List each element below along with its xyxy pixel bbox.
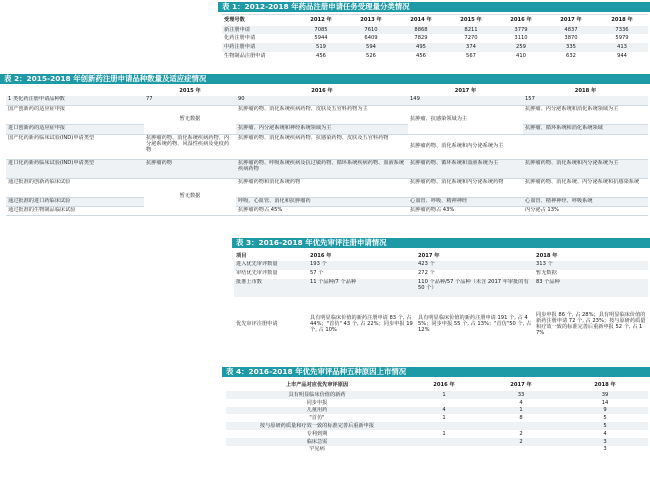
table1-header-cell: 受理号数 <box>222 15 296 26</box>
table4-cell <box>408 422 480 430</box>
table3-cell: 83 个品种 <box>534 279 648 297</box>
table4-row-label: 按与原研药质量和疗效一致的标准完善后重新申报 <box>226 422 408 430</box>
table-row <box>226 407 648 415</box>
table1-header-cell: 2012 年 <box>296 15 346 26</box>
table2-cell: 心血管、呼吸、精神神经 <box>408 197 523 206</box>
table4-cell: 2 <box>480 430 562 438</box>
table3-cell: 具有明显临床价值的新药注册申请 191 个, 占 45%；同步申报 55 个, 占 13%；"首仿"50 个, 占 12% <box>416 297 534 351</box>
table1-cell: 335 <box>546 43 596 52</box>
table-row <box>6 159 648 178</box>
table1-title: 表 1：2012-2018 年药品注册申请任务受理量分类情况 <box>218 2 650 12</box>
table4-row-label: 具有明显临床价值的新药 <box>226 391 408 399</box>
table1-cell: 594 <box>346 43 396 52</box>
table1-cell: 410 <box>496 52 546 61</box>
table3-cell: 272 个 <box>416 270 534 279</box>
table1-cell: 632 <box>546 52 596 61</box>
table-row <box>226 422 648 430</box>
table4-cell <box>408 446 480 454</box>
table2-header-row <box>6 86 648 96</box>
table2-cell: 暂无数据 <box>144 178 236 215</box>
table1-cell: 567 <box>446 52 496 61</box>
table1-cell: 7829 <box>396 34 446 43</box>
table4-cell: 1 <box>408 430 480 438</box>
table3-header-cell: 2017 年 <box>416 251 534 261</box>
table2-row-label: 通过批准的生物制品临床试验 <box>6 206 144 215</box>
table4-cell: 3 <box>562 446 648 454</box>
table-row <box>234 270 648 279</box>
table4-row-label: 专利到期 <box>226 430 408 438</box>
table2-row-label: 国产化药新药临床试验(IND)申请类型 <box>6 134 144 159</box>
table1-header-cell: 2015 年 <box>446 15 496 26</box>
table2-cell: 心血管、精神神经、呼吸系统 <box>523 197 648 206</box>
table1-cell: 7336 <box>596 26 648 35</box>
table3-cell: 同步申报 86 个, 占 28%；具有明显临床价值的新药注册申请 72 个, 占 23%；按与原研药质量和疗效一致的标准完善后重新申报 52 个, 占 17% <box>534 297 648 351</box>
table2-cell: 抗肿瘤药物、消化系统、内分泌系统和抗感染系统 <box>523 178 648 197</box>
table-row <box>226 430 648 438</box>
table4-cell <box>408 438 480 446</box>
table2-cell: 抗肿瘤药物、消化系统疾病药物、内分泌系统药物、风湿性疾病及免疫药物 <box>144 134 236 159</box>
table2-header-cell: 2018 年 <box>523 86 648 96</box>
table-row <box>226 391 648 399</box>
table-row <box>234 261 648 270</box>
table4-cell: 1 <box>480 407 562 415</box>
table1-row-label: 生物制品注册申请 <box>222 52 296 61</box>
table-row <box>6 134 648 159</box>
table3-row-label: 进入优先审评数量 <box>234 261 308 270</box>
table3-header-row <box>234 251 648 261</box>
table1-cell: 3779 <box>496 26 546 35</box>
table1-header-cell: 2014 年 <box>396 15 446 26</box>
table1-row-label: 化药注册申请 <box>222 34 296 43</box>
table4-cell: 9 <box>562 407 648 415</box>
table4-title: 表 4：2016-2018 年优先审评品种五种原因上市情况 <box>222 367 650 377</box>
table2-cell: 抗肿瘤药物、消化系统疾病药物、皮肤及五官科药物为主 <box>236 105 408 124</box>
table2-cell: 抗肿瘤、内分泌系统和神经系统领域为主 <box>236 124 408 134</box>
table2-cell: 抗肿瘤药物、呼吸系统疾病及抗过敏药物、循环系统疾病药物、血液系统疾病药物 <box>236 159 408 178</box>
table1-cell: 8868 <box>396 26 446 35</box>
table4 <box>226 380 648 453</box>
table1-header-cell: 2018 年 <box>596 15 648 26</box>
table2-header-cell: 2017 年 <box>408 86 523 96</box>
table-row <box>6 105 648 124</box>
table4-row-label: "首仿" <box>226 414 408 422</box>
table1-cell: 5944 <box>296 34 346 43</box>
table1-cell: 259 <box>496 43 546 52</box>
table2-cell: 157 <box>523 96 648 105</box>
table4-cell <box>408 399 480 407</box>
table3-row-label: 优先审评注册申请 <box>234 297 308 351</box>
table-row <box>234 279 648 297</box>
table1-cell: 456 <box>296 52 346 61</box>
table4-header-cell: 上市产品对应优先审评原因 <box>226 380 408 391</box>
table1-header-cell: 2017 年 <box>546 15 596 26</box>
table2 <box>6 86 648 216</box>
table2-row-label: 通过批准的创新药临床试验 <box>6 178 144 197</box>
table3-cell: 313 个 <box>534 261 648 270</box>
table1 <box>222 14 648 60</box>
table4-row-label: 同步申报 <box>226 399 408 407</box>
table-row <box>226 399 648 407</box>
table-row <box>6 178 648 197</box>
table2-header-cell <box>6 86 144 96</box>
table4-cell: 14 <box>562 399 648 407</box>
table1-cell: 7610 <box>346 26 396 35</box>
table3-cell: 57 个 <box>308 270 416 279</box>
table4-cell: 3 <box>562 438 648 446</box>
table2-cell: 90 <box>236 96 408 105</box>
table2-cell: 抗肿瘤、循环系统和消化系统领域 <box>523 124 648 134</box>
table2-cell: 抗肿瘤、内分泌系统和消化系统领域为主 <box>523 105 648 124</box>
table4-cell: 4 <box>408 407 480 415</box>
table3 <box>234 251 648 351</box>
table4-cell: 8 <box>480 414 562 422</box>
table3-row-label: 审结优先审评数量 <box>234 270 308 279</box>
table4-header-row <box>226 380 648 391</box>
table4-header-cell: 2018 年 <box>562 380 648 391</box>
table4-cell: 4 <box>562 430 648 438</box>
table-row <box>222 34 648 43</box>
table-row <box>234 297 648 351</box>
table3-title: 表 3：2016-2018 年优先审评注册申请情况 <box>232 238 650 248</box>
table1-cell: 3870 <box>546 34 596 43</box>
table2-cell: 暂无数据 <box>144 105 236 134</box>
table1-header-cell: 2013 年 <box>346 15 396 26</box>
table1-cell: 3110 <box>496 34 546 43</box>
table2-row-label: 国产创新药的适应症申报 <box>6 105 144 124</box>
table4-cell <box>480 446 562 454</box>
table1-cell: 413 <box>596 43 648 52</box>
table4-cell: 1 <box>408 391 480 399</box>
table1-row-label: 中药注册申请 <box>222 43 296 52</box>
table3-cell: 423 个 <box>416 261 534 270</box>
table2-cell: 抗肿瘤药物、消化系统疾病药物、抗感染药物、皮肤及五官科药物 <box>236 134 408 159</box>
table2-cell: 内分泌占 13% <box>523 206 648 215</box>
table4-cell: 39 <box>562 391 648 399</box>
table4-header-cell: 2016 年 <box>408 380 480 391</box>
table1-header-cell: 2016 年 <box>496 15 546 26</box>
table2-cell: 抗肿瘤药物和消化系统药物 <box>236 178 408 197</box>
table-row <box>6 197 648 206</box>
table1-cell: 5979 <box>596 34 648 43</box>
table-row <box>222 26 648 35</box>
table4-row-label: 罕见病 <box>226 446 408 454</box>
table2-cell: 抗肿瘤药物 <box>144 159 236 178</box>
table2-header-cell: 2015 年 <box>144 86 236 96</box>
table1-cell: 495 <box>396 43 446 52</box>
table3-cell: 暂无数据 <box>534 270 648 279</box>
table2-cell: 77 <box>144 96 236 105</box>
table2-cell: 抗肿瘤药物、消化系统和内分泌系统药物 <box>408 178 523 197</box>
table1-cell: 456 <box>396 52 446 61</box>
table3-header-cell: 2018 年 <box>534 251 648 261</box>
table2-cell: 抗肿瘤药物、消化系统和内分泌系统为主 <box>523 159 648 178</box>
table1-cell: 4837 <box>546 26 596 35</box>
table4-cell: 5 <box>562 422 648 430</box>
table3-row-label: 批准上市数 <box>234 279 308 297</box>
table4-cell: 5 <box>562 414 648 422</box>
table-row <box>226 414 648 422</box>
table3-cell: 110 个品种/57 个品种（未含 2017 年审批的有 50 个） <box>416 279 534 297</box>
table2-row-label: 通过批准的进口药临床试验 <box>6 197 144 206</box>
table1-cell: 519 <box>296 43 346 52</box>
table4-cell <box>480 422 562 430</box>
table-row <box>226 446 648 454</box>
table1-header-row <box>222 15 648 26</box>
table3-cell: 具有明显临床价值的新药注册申请 83 个, 占 44%；"首仿" 43 个, 占 22%；同步申报 19 个, 占 10% <box>308 297 416 351</box>
table4-cell: 33 <box>480 391 562 399</box>
table2-header-cell: 2016 年 <box>236 86 408 96</box>
table2-row-label: 进口化药新药临床试验(IND)申请类型 <box>6 159 144 178</box>
table2-cell: 抗肿瘤药物占 43% <box>408 206 523 215</box>
table1-cell: 526 <box>346 52 396 61</box>
table3-header-cell: 2016 年 <box>308 251 416 261</box>
table2-cell: 149 <box>408 96 523 105</box>
table3-header-cell: 项目 <box>234 251 308 261</box>
table-row <box>6 206 648 215</box>
table4-row-label: 儿童用药 <box>226 407 408 415</box>
table2-cell: 抗肿瘤、抗感染领域为主 <box>408 105 523 134</box>
table2-cell: 抗肿瘤药物、消化系统和内分泌系统为主 <box>408 134 648 159</box>
table3-cell: 11 个品种/7 个品种 <box>308 279 416 297</box>
table4-cell: 1 <box>408 414 480 422</box>
table1-cell: 7270 <box>446 34 496 43</box>
table-row <box>226 438 648 446</box>
table2-cell: 呼吸、心血管、消化和抗肿瘤药 <box>236 197 408 206</box>
table1-row-label: 新注册申请 <box>222 26 296 35</box>
table2-title: 表 2：2015-2018 年创新药注册申请品种数量及适应症情况 <box>0 74 650 84</box>
table4-row-label: 临床急需 <box>226 438 408 446</box>
table-row <box>6 124 648 134</box>
table-row <box>222 43 648 52</box>
table1-cell: 8211 <box>446 26 496 35</box>
table1-cell: 944 <box>596 52 648 61</box>
table4-cell: 2 <box>480 438 562 446</box>
table2-cell: 抗肿瘤药物、循环系统和血液系统为主 <box>408 159 523 178</box>
table-row <box>222 52 648 61</box>
table2-cell: 抗肿瘤药物占 45% <box>236 206 408 215</box>
table1-cell: 6409 <box>346 34 396 43</box>
table-row <box>6 96 648 105</box>
table2-row-label: 1 类化药注册申请品种数 <box>6 96 144 105</box>
table1-cell: 7085 <box>296 26 346 35</box>
table2-row-label: 进口创新药的适应症申报 <box>6 124 144 134</box>
table1-cell: 374 <box>446 43 496 52</box>
table3-cell: 193 个 <box>308 261 416 270</box>
table4-header-cell: 2017 年 <box>480 380 562 391</box>
table4-cell: 4 <box>480 399 562 407</box>
